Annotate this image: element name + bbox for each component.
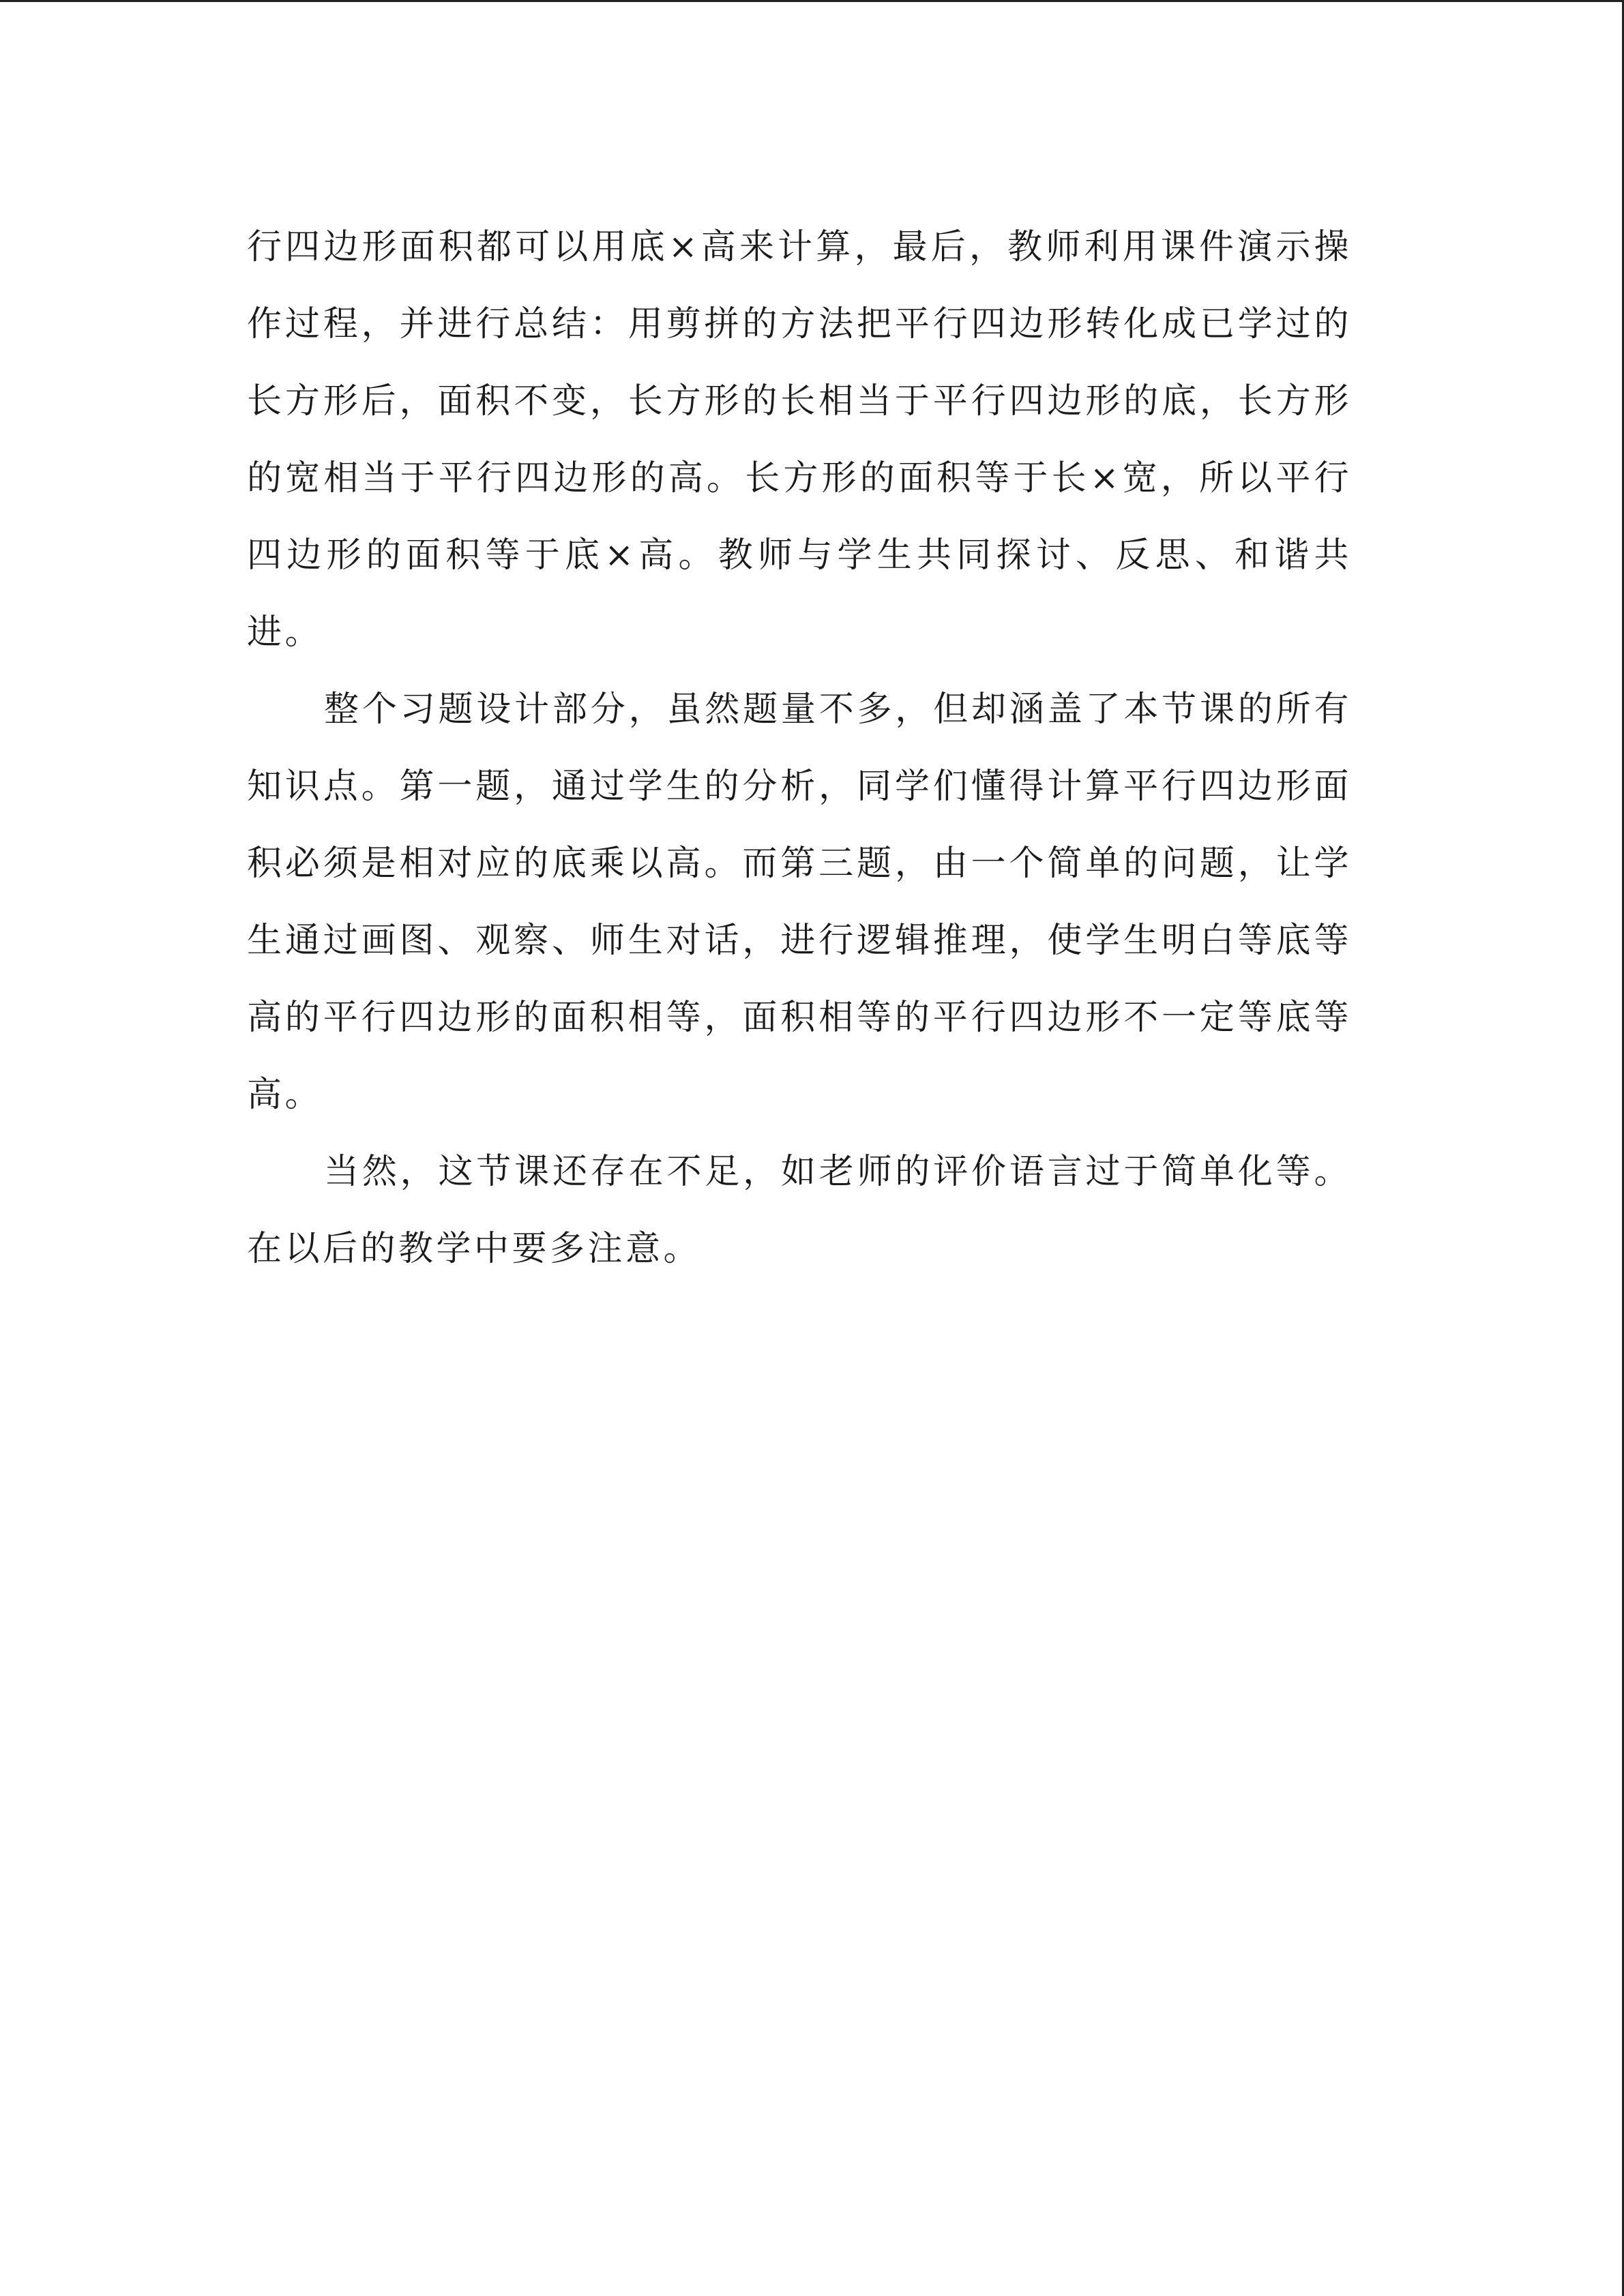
paragraph-continued: 行四边形面积都可以用底×高来计算，最后，教师利用课件演示操作过程，并进行总结：用剪拼的方法把平行四边形转化成已学过的长方形后，面积不变，长方形的长相当于平行四边形的底，长方形的宽相当于平行四边形的高。长方形的面积等于长×宽，所以平行四边形的面积等于底×高。教师与学生共同探讨、反思、和谐共进。	[247, 227, 1352, 653]
paragraph-shortcomings: 当然，这节课还存在不足，如老师的评价语言过于简单化等。在以后的教学中要多注意。	[247, 1152, 1352, 1269]
paragraph-exercise-design: 整个习题设计部分，虽然题量不多，但却涵盖了本节课的所有知识点。第一题，通过学生的分析，同学们懂得计算平行四边形面积必须是相对应的底乘以高。而第三题，由一个简单的问题，让学生通过画图、观察、师生对话，进行逻辑推理，使学生明白等底等高的平行四边形的面积相等，面积相等的平行四边形不一定等底等高。	[247, 689, 1352, 1115]
document-body	[247, 209, 1352, 1287]
